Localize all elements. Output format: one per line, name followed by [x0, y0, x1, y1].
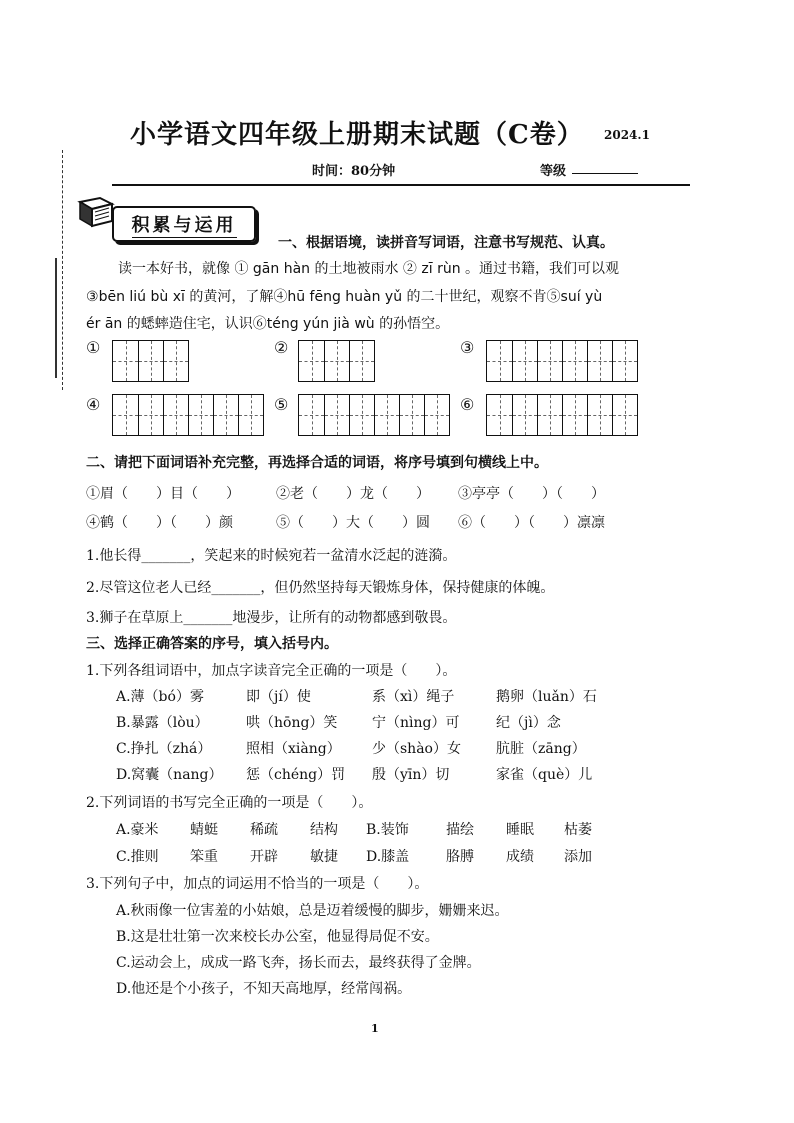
q2-word-a3: 稀疏	[250, 822, 278, 838]
fill-sentence-2: 2.尽管这位老人已经_______，但仍然坚持每天锻炼身体，保持健康的体魄。	[86, 580, 555, 596]
q1-option-d-2: 惩（chéng）罚	[246, 767, 346, 783]
q2-word-b4: 枯萎	[564, 822, 592, 838]
q2-word-c4: 敏捷	[310, 849, 338, 865]
idiom-4: ④鹤（ ）（ ）颜	[86, 515, 233, 531]
grade-blank	[572, 173, 638, 174]
q1-option-a-4: 鹅卵（luǎn）石	[496, 689, 597, 705]
fill-sentence-3: 3.狮子在草原上_______地漫步，让所有的动物都感到敬畏。	[86, 610, 457, 626]
q2-word-d3: 成绩	[506, 849, 534, 865]
book-icon	[76, 196, 116, 230]
passage-line-2: ③bēn liú bù xī 的黄河，了解④hū fēng huàn yǔ 的二十世纪，观察不肯⑤suí yù	[86, 289, 603, 305]
q1-option-d-1: D.窝囊（nang）	[116, 767, 223, 783]
q2-word-a1: A.豪米	[116, 822, 159, 838]
passage-line-1: 读一本好书，就像 ① gān hàn 的土地被雨水 ② zī rùn 。通过书籍，我们可以观	[118, 261, 620, 277]
idiom-2: ②老（ ）龙（ ）	[276, 486, 430, 502]
section2-heading: 二、请把下面词语补充完整，再选择合适的词语，将序号填到句横线上中。	[86, 455, 548, 471]
answer-label-5: ⑤	[274, 395, 289, 414]
q1-option-b-4: 纪（jì）念	[496, 715, 561, 731]
q2-word-b1: B.装饰	[366, 822, 409, 838]
section1-heading: 一、根据语境，读拼音写词语，注意书写规范、认真。	[278, 235, 614, 251]
passage-line-3: ér ān 的蟋蟀造住宅，认识⑥téng yún jià wù 的孙悟空。	[86, 316, 450, 332]
answer-grid-1[interactable]	[112, 340, 189, 382]
answer-grid-6[interactable]	[486, 394, 638, 436]
section-badge: 积累与运用	[112, 206, 256, 242]
q3-option-b: B.这是壮壮第一次来校长办公室，他显得局促不安。	[116, 929, 439, 945]
answer-label-1: ①	[86, 338, 101, 357]
q1-option-d-3: 殷（yīn）切	[372, 767, 450, 783]
q2-word-b2: 描绘	[446, 822, 474, 838]
fill-sentence-1: 1.他长得_______，笑起来的时候宛若一盆清水泛起的涟漪。	[86, 548, 457, 564]
page-number: 1	[371, 1022, 379, 1035]
idiom-6: ⑥（ ）（ ）凛凛	[458, 515, 605, 531]
q2-word-c1: C.推则	[116, 849, 159, 865]
answer-grid-2[interactable]	[298, 340, 375, 382]
question-2: 2.下列词语的书写完全正确的一项是（ ）。	[86, 795, 373, 811]
q1-option-b-3: 宁（nìng）可	[372, 715, 460, 731]
q2-word-a4: 结构	[310, 822, 338, 838]
q1-option-a-3: 系（xì）绳子	[372, 689, 455, 705]
q3-option-d: D.他还是个小孩子，不知天高地厚，经常闯祸。	[116, 981, 412, 997]
idiom-1: ①眉（ ）目（ ）	[86, 486, 240, 502]
answer-label-6: ⑥	[460, 395, 475, 414]
binding-margin-line	[62, 150, 63, 390]
answer-label-3: ③	[460, 338, 475, 357]
exam-date: 2024.1	[604, 128, 650, 142]
grade-label: 等级	[540, 164, 567, 179]
q2-word-d1: D.膝盖	[366, 849, 410, 865]
q2-word-b3: 睡眠	[506, 822, 534, 838]
q1-option-c-2: 照相（xiàng）	[246, 741, 341, 757]
idiom-3: ③亭亭（ ）（ ）	[458, 486, 605, 502]
answer-grid-5[interactable]	[298, 394, 450, 436]
page-title: 小学语文四年级上册期末试题（C卷）	[130, 120, 584, 150]
q1-option-b-2: 哄（hōng）笑	[246, 715, 338, 731]
binding-margin-bar	[55, 258, 57, 378]
q1-option-c-3: 少（shào）女	[372, 741, 461, 757]
answer-grid-3[interactable]	[486, 340, 638, 382]
q1-option-a-1: A.薄（bó）雾	[116, 689, 204, 705]
q2-word-c3: 开辟	[250, 849, 278, 865]
time-label: 时间：80分钟	[312, 164, 396, 179]
q2-word-c2: 笨重	[190, 849, 218, 865]
q3-option-a: A.秋雨像一位害羞的小姑娘，总是迈着缓慢的脚步，姗姗来迟。	[116, 903, 509, 919]
answer-label-4: ④	[86, 395, 101, 414]
idiom-5: ⑤（ ）大（ ）圆	[276, 515, 430, 531]
answer-label-2: ②	[274, 338, 289, 357]
q1-option-c-4: 肮脏（zāng）	[496, 741, 586, 757]
question-3: 3.下列句子中，加点的词运用不恰当的一项是（ ）。	[86, 876, 429, 892]
header-rule	[112, 184, 690, 186]
q2-word-a2: 蜻蜓	[190, 822, 218, 838]
q1-option-d-4: 家雀（què）儿	[496, 767, 593, 783]
q2-word-d4: 添加	[564, 849, 592, 865]
q3-option-c: C.运动会上，成成一路飞奔，扬长而去，最终获得了金牌。	[116, 955, 481, 971]
q2-word-d2: 胳膊	[446, 849, 474, 865]
question-1: 1.下列各组词语中，加点字读音完全正确的一项是（ ）。	[86, 663, 457, 679]
answer-grid-4[interactable]	[112, 394, 264, 436]
q1-option-a-2: 即（jí）使	[246, 689, 311, 705]
q1-option-c-1: C.挣扎（zhá）	[116, 741, 212, 757]
q1-option-b-1: B.暴露（lòu）	[116, 715, 209, 731]
section3-heading: 三、选择正确答案的序号，填入括号内。	[86, 636, 338, 652]
